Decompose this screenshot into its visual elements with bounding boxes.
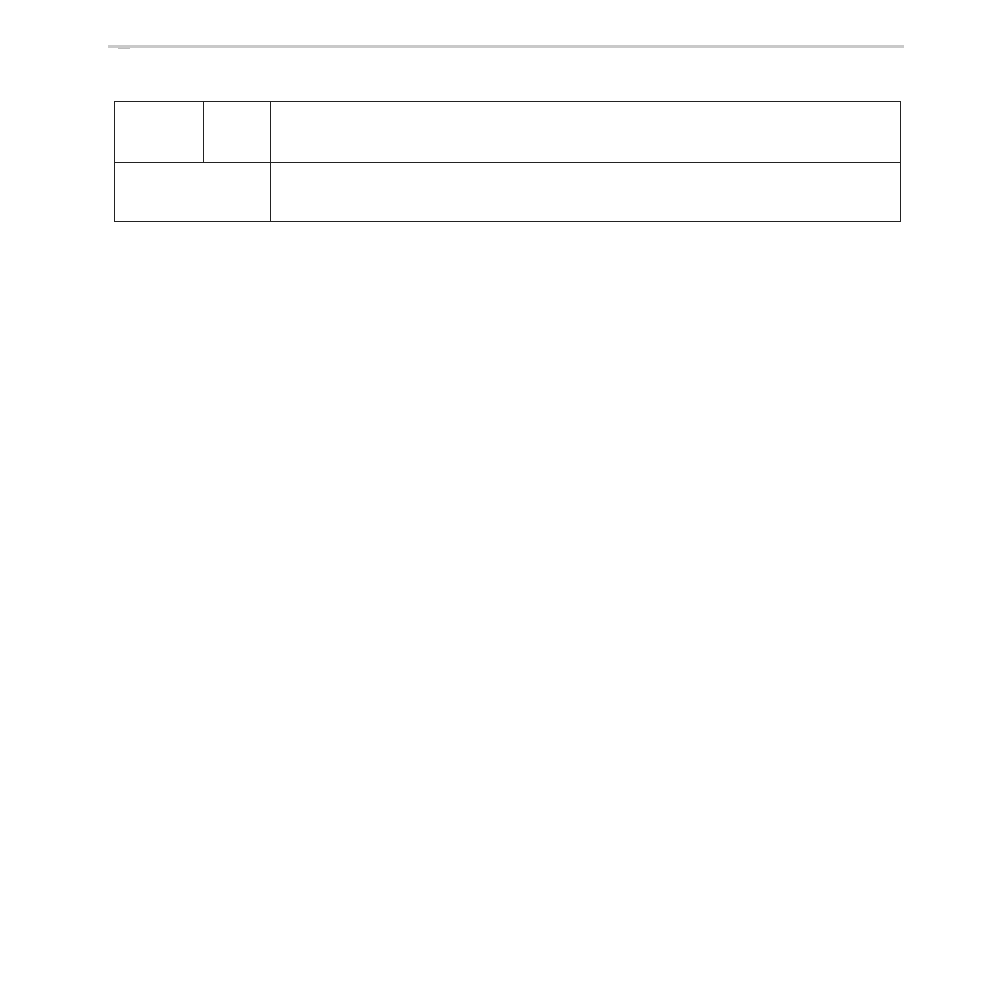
key-function-table xyxy=(114,101,901,222)
menu1-row xyxy=(115,102,901,163)
menu1-code xyxy=(204,102,271,163)
top-rule xyxy=(108,45,904,48)
menu2-entry-row xyxy=(115,163,901,222)
top-rule-mark xyxy=(118,48,130,49)
menu2-entry-blank xyxy=(115,163,271,222)
menu1-description xyxy=(271,102,901,163)
menu2-entry-description xyxy=(271,163,901,222)
menu1-label xyxy=(115,102,204,163)
